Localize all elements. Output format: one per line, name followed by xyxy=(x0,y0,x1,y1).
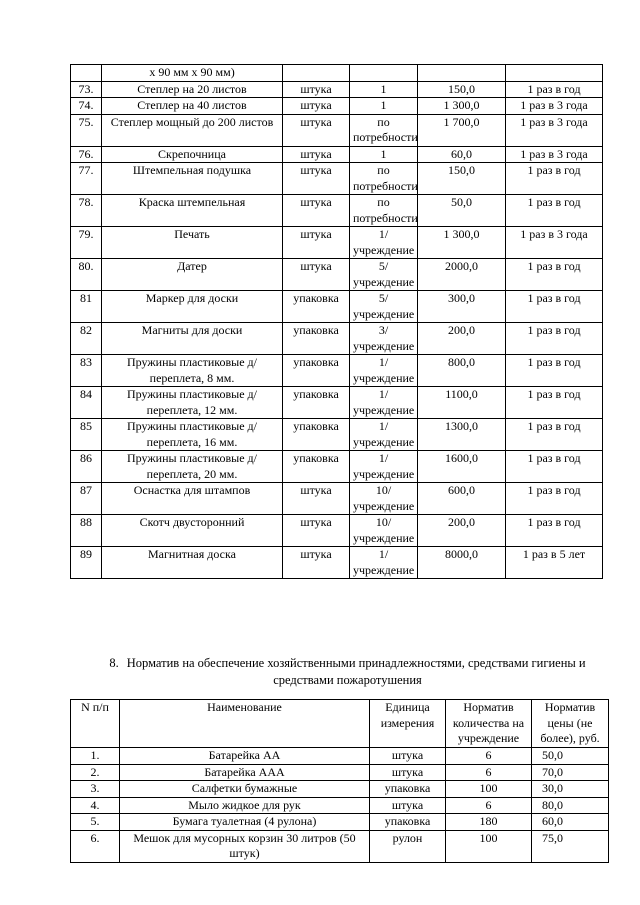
item-period: 1 раз в год xyxy=(506,323,603,355)
item-quantity: 10/учреждение xyxy=(350,483,418,515)
item-name: Пружины пластиковые д/переплета, 16 мм. xyxy=(102,419,283,451)
item-name: Степлер на 20 листов xyxy=(102,81,283,98)
row-number: 1. xyxy=(71,748,120,765)
item-name: Печать xyxy=(102,227,283,259)
item-quantity: 6 xyxy=(446,764,532,781)
item-name: Датер xyxy=(102,259,283,291)
item-price: 60,0 xyxy=(532,814,609,831)
item-name: Салфетки бумажные xyxy=(120,781,370,798)
table-row xyxy=(71,65,603,82)
item-price: 800,0 xyxy=(418,355,506,387)
row-number: 84 xyxy=(71,387,102,419)
table-row xyxy=(71,451,603,483)
item-price: 30,0 xyxy=(532,781,609,798)
supplies-table xyxy=(70,64,603,579)
table-row xyxy=(71,291,603,323)
item-quantity: по потребности xyxy=(350,114,418,146)
item-quantity: 1/ учреждение xyxy=(350,227,418,259)
item-period: 1 раз в год xyxy=(506,195,603,227)
table-row xyxy=(71,830,609,862)
household-supplies-table xyxy=(70,699,609,863)
row-number: 83 xyxy=(71,355,102,387)
item-unit: штука xyxy=(283,227,350,259)
item-period: 1 раз в год xyxy=(506,419,603,451)
item-price: 50,0 xyxy=(418,195,506,227)
supplies-table-body xyxy=(71,65,603,579)
item-period: 1 раз в год xyxy=(506,483,603,515)
item-unit: штука xyxy=(283,547,350,579)
item-name: Степлер мощный до 200 листов xyxy=(102,114,283,146)
item-quantity: по потребности xyxy=(350,163,418,195)
item-period: 1 раз в год xyxy=(506,259,603,291)
item-quantity: 1/учреждение xyxy=(350,419,418,451)
row-number: 82 xyxy=(71,323,102,355)
item-unit: штука xyxy=(370,764,446,781)
item-period: 1 раз в год xyxy=(506,81,603,98)
row-number: 5. xyxy=(71,814,120,831)
item-quantity: 1/учреждение xyxy=(350,355,418,387)
table-row xyxy=(71,227,603,259)
header-name: Наименование xyxy=(120,700,370,748)
table-header-row xyxy=(71,700,609,748)
item-unit: штука xyxy=(370,797,446,814)
row-number: 85 xyxy=(71,419,102,451)
row-number: 86 xyxy=(71,451,102,483)
table-row xyxy=(71,323,603,355)
item-name: Батарейка АА xyxy=(120,748,370,765)
item-unit: штука xyxy=(283,114,350,146)
item-period: 1 раз в год xyxy=(506,163,603,195)
household-table-body xyxy=(71,748,609,863)
item-price: 1100,0 xyxy=(418,387,506,419)
item-unit: штука xyxy=(370,748,446,765)
header-quantity: Норматив количества на учреждение xyxy=(446,700,532,748)
item-name: Степлер на 40 листов xyxy=(102,98,283,115)
row-number: 76. xyxy=(71,146,102,163)
table-row xyxy=(71,146,603,163)
item-unit: упаковка xyxy=(283,355,350,387)
item-price: 1300,0 xyxy=(418,419,506,451)
item-quantity: 6 xyxy=(446,797,532,814)
row-number xyxy=(71,65,102,82)
item-unit: штука xyxy=(283,98,350,115)
item-price: 300,0 xyxy=(418,291,506,323)
item-name: Бумага туалетная (4 рулона) xyxy=(120,814,370,831)
section-8-heading xyxy=(70,655,625,689)
table-row xyxy=(71,355,603,387)
table-row xyxy=(71,748,609,765)
item-period: 1 раз в 3 года xyxy=(506,146,603,163)
item-period: 1 раз в год xyxy=(506,451,603,483)
item-unit: штука xyxy=(283,195,350,227)
header-price: Норматив цены (не более), руб. xyxy=(532,700,609,748)
item-unit xyxy=(283,65,350,82)
header-unit: Единица измерения xyxy=(370,700,446,748)
item-price: 200,0 xyxy=(418,515,506,547)
item-name: х 90 мм х 90 мм) xyxy=(102,65,283,82)
item-period: 1 раз в 5 лет xyxy=(506,547,603,579)
row-number: 4. xyxy=(71,797,120,814)
table-row xyxy=(71,781,609,798)
item-price: 150,0 xyxy=(418,81,506,98)
item-name: Краска штемпельная xyxy=(102,195,283,227)
item-unit: штука xyxy=(283,146,350,163)
item-quantity: 5/ учреждение xyxy=(350,259,418,291)
item-name: Скрепочница xyxy=(102,146,283,163)
table-row xyxy=(71,419,603,451)
item-period: 1 раз в 3 года xyxy=(506,227,603,259)
item-period: 1 раз в 3 года xyxy=(506,114,603,146)
item-price: 2000,0 xyxy=(418,259,506,291)
item-name: Пружины пластиковые д/переплета, 8 мм. xyxy=(102,355,283,387)
table-row xyxy=(71,81,603,98)
item-quantity: 100 xyxy=(446,830,532,862)
item-quantity: по потребности xyxy=(350,195,418,227)
table-row xyxy=(71,195,603,227)
item-quantity: 180 xyxy=(446,814,532,831)
item-period: 1 раз в 3 года xyxy=(506,98,603,115)
table-row xyxy=(71,163,603,195)
item-price: 200,0 xyxy=(418,323,506,355)
row-number: 78. xyxy=(71,195,102,227)
item-name: Скотч двусторонний xyxy=(102,515,283,547)
item-quantity: 1/учреждение xyxy=(350,387,418,419)
item-unit: штука xyxy=(283,81,350,98)
item-unit: штука xyxy=(283,515,350,547)
row-number: 80. xyxy=(71,259,102,291)
table-row xyxy=(71,387,603,419)
item-name: Оснастка для штампов xyxy=(102,483,283,515)
item-name: Батарейка ААА xyxy=(120,764,370,781)
item-price: 1600,0 xyxy=(418,451,506,483)
item-unit: упаковка xyxy=(283,291,350,323)
item-name: Магниты для доски xyxy=(102,323,283,355)
item-name: Мешок для мусорных корзин 30 литров (50 штук) xyxy=(120,830,370,862)
item-period: 1 раз в год xyxy=(506,387,603,419)
row-number: 73. xyxy=(71,81,102,98)
item-period: 1 раз в год xyxy=(506,291,603,323)
table-row xyxy=(71,114,603,146)
item-price: 600,0 xyxy=(418,483,506,515)
row-number: 74. xyxy=(71,98,102,115)
item-price xyxy=(418,65,506,82)
item-price: 1 700,0 xyxy=(418,114,506,146)
row-number: 87 xyxy=(71,483,102,515)
item-price: 80,0 xyxy=(532,797,609,814)
item-quantity: 5/учреждение xyxy=(350,291,418,323)
item-price: 70,0 xyxy=(532,764,609,781)
row-number: 88 xyxy=(71,515,102,547)
item-name: Маркер для доски xyxy=(102,291,283,323)
row-number: 75. xyxy=(71,114,102,146)
table-row xyxy=(71,483,603,515)
table-row xyxy=(71,515,603,547)
item-unit: упаковка xyxy=(283,387,350,419)
item-name: Пружины пластиковые д/переплета, 20 мм. xyxy=(102,451,283,483)
item-quantity: 1 xyxy=(350,81,418,98)
row-number: 89 xyxy=(71,547,102,579)
table-row xyxy=(71,764,609,781)
section-title-line1: Норматив на обеспечение хозяйственными принадлежностями, средствами гигиены и xyxy=(126,656,586,670)
item-price: 50,0 xyxy=(532,748,609,765)
item-unit: упаковка xyxy=(283,323,350,355)
item-unit: упаковка xyxy=(370,781,446,798)
item-quantity: 100 xyxy=(446,781,532,798)
item-quantity: 1/учреждение xyxy=(350,547,418,579)
item-period xyxy=(506,65,603,82)
item-unit: упаковка xyxy=(283,419,350,451)
section-number: 8. xyxy=(109,656,119,670)
item-unit: штука xyxy=(283,483,350,515)
item-period: 1 раз в год xyxy=(506,515,603,547)
item-quantity: 6 xyxy=(446,748,532,765)
item-price: 75,0 xyxy=(532,830,609,862)
row-number: 6. xyxy=(71,830,120,862)
item-quantity: 1 xyxy=(350,98,418,115)
row-number: 2. xyxy=(71,764,120,781)
row-number: 3. xyxy=(71,781,120,798)
item-unit: штука xyxy=(283,163,350,195)
table-row xyxy=(71,814,609,831)
table-row xyxy=(71,259,603,291)
item-unit: штука xyxy=(283,259,350,291)
item-name: Магнитная доска xyxy=(102,547,283,579)
item-quantity: 1/учреждение xyxy=(350,451,418,483)
item-quantity: 10/учреждение xyxy=(350,515,418,547)
item-period: 1 раз в год xyxy=(506,355,603,387)
item-quantity xyxy=(350,65,418,82)
table-row xyxy=(71,547,603,579)
item-name: Мыло жидкое для рук xyxy=(120,797,370,814)
section-title-line2: средствами пожаротушения xyxy=(273,673,422,687)
item-unit: упаковка xyxy=(370,814,446,831)
row-number: 79. xyxy=(71,227,102,259)
table-row xyxy=(71,797,609,814)
item-unit: рулон xyxy=(370,830,446,862)
item-name: Штемпельная подушка xyxy=(102,163,283,195)
row-number: 77. xyxy=(71,163,102,195)
item-price: 8000,0 xyxy=(418,547,506,579)
item-price: 1 300,0 xyxy=(418,98,506,115)
item-price: 150,0 xyxy=(418,163,506,195)
item-unit: упаковка xyxy=(283,451,350,483)
item-price: 60,0 xyxy=(418,146,506,163)
item-name: Пружины пластиковые д/переплета, 12 мм. xyxy=(102,387,283,419)
table-row xyxy=(71,98,603,115)
item-price: 1 300,0 xyxy=(418,227,506,259)
item-quantity: 1 xyxy=(350,146,418,163)
row-number: 81 xyxy=(71,291,102,323)
header-number: N п/п xyxy=(71,700,120,748)
item-quantity: 3/учреждение xyxy=(350,323,418,355)
